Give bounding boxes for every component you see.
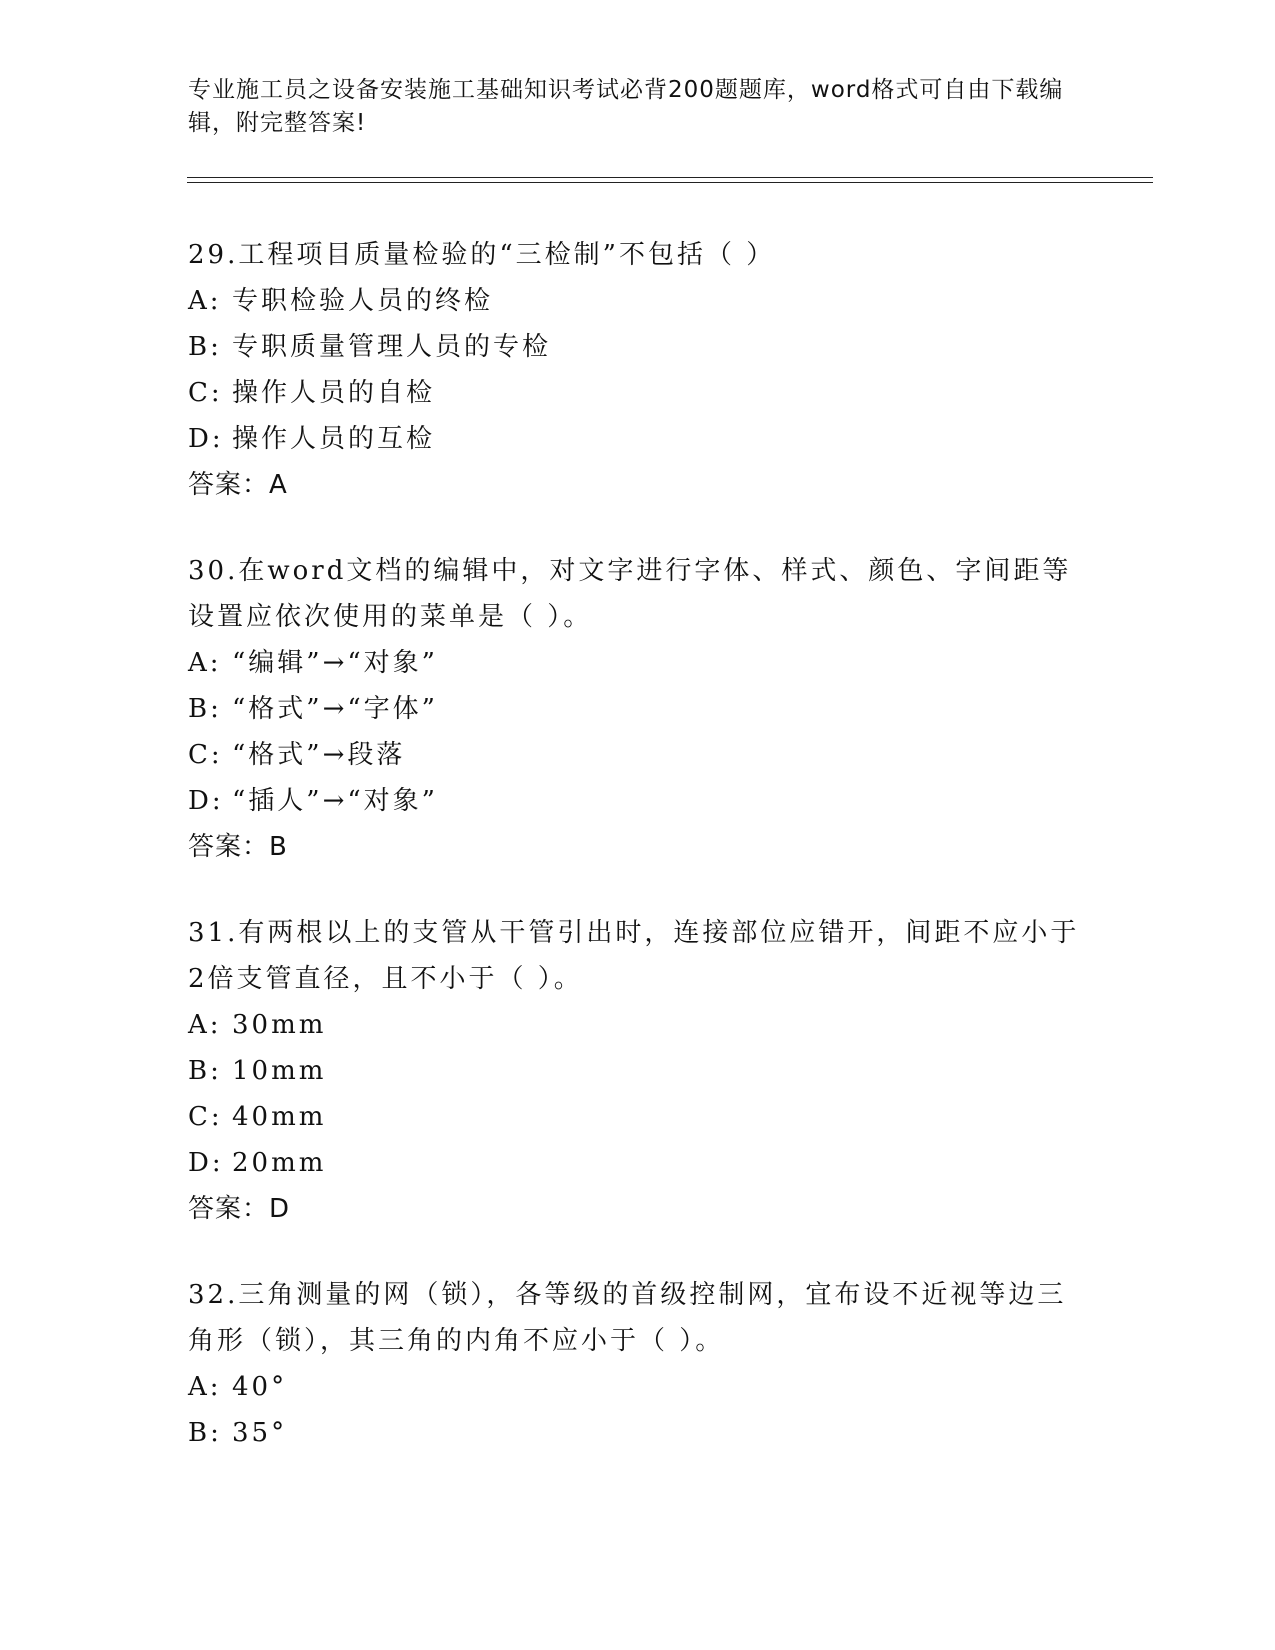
answer-line (188, 462, 1088, 508)
answer-value: D (269, 1194, 291, 1224)
option-text: “格式”→段落 (232, 740, 406, 770)
option-key: A: (188, 1372, 222, 1402)
answer-label: 答案： (188, 832, 270, 862)
option-text: 操作人员的自检 (232, 378, 436, 408)
answer-label: 答案： (188, 470, 270, 500)
option-text: 30mm (232, 1010, 327, 1040)
option-b (188, 1410, 1088, 1456)
question-stem (188, 232, 1088, 278)
answer-line (188, 824, 1088, 870)
question-number: 32. (188, 1280, 239, 1310)
option-text: 10mm (232, 1056, 327, 1086)
header-divider-bottom (187, 182, 1153, 183)
option-key: B: (188, 332, 222, 362)
option-text: “格式”→“字体” (232, 694, 438, 724)
option-text: 35° (232, 1418, 288, 1448)
option-text: 专职质量管理人员的专检 (232, 332, 552, 362)
question-stem (188, 548, 1088, 640)
question-number: 30. (188, 556, 239, 586)
document-title: 专业施工员之设备安装施工基础知识考试必背200题题库，word格式可自由下载编辑，附完整答案! (188, 77, 1064, 136)
question-32 (188, 1272, 1088, 1456)
question-text: 三角测量的网（锁），各等级的首级控制网，宜布设不近视等边三角形（锁），其三角的内角不应小于（ ）。 (188, 1280, 1067, 1356)
question-stem (188, 1272, 1088, 1364)
option-b (188, 686, 1088, 732)
document-header (188, 74, 1088, 140)
option-text: 专职检验人员的终检 (232, 286, 494, 316)
header-divider-top (187, 177, 1153, 178)
option-a (188, 1364, 1088, 1410)
option-key: C: (188, 378, 223, 408)
option-key: A: (188, 648, 222, 678)
option-key: C: (188, 1102, 223, 1132)
option-text: 20mm (232, 1148, 327, 1178)
answer-value: A (269, 470, 288, 500)
option-text: “编辑”→“对象” (232, 648, 438, 678)
option-c (188, 1094, 1088, 1140)
option-text: 操作人员的互检 (232, 424, 436, 454)
option-a (188, 640, 1088, 686)
option-key: A: (188, 286, 222, 316)
option-c (188, 732, 1088, 778)
option-b (188, 324, 1088, 370)
question-29 (188, 232, 1088, 508)
option-key: D: (188, 1148, 224, 1178)
option-key: B: (188, 1418, 222, 1448)
option-key: B: (188, 694, 222, 724)
question-number: 29. (188, 240, 239, 270)
question-text: 有两根以上的支管从干管引出时，连接部位应错开，间距不应小于2倍支管直径，且不小于（ ）。 (188, 918, 1080, 994)
option-key: D: (188, 424, 224, 454)
answer-value: B (269, 832, 288, 862)
option-key: B: (188, 1056, 222, 1086)
question-text: 在word文档的编辑中，对文字进行字体、样式、颜色、字间距等设置应依次使用的菜单是（ ）。 (188, 556, 1072, 632)
option-text: “插人”→“对象” (232, 786, 438, 816)
question-number: 31. (188, 918, 239, 948)
answer-label: 答案： (188, 1194, 270, 1224)
question-text: 工程项目质量检验的“三检制”不包括（ ） (238, 240, 776, 270)
answer-line (188, 1186, 1088, 1232)
option-key: C: (188, 740, 223, 770)
option-key: D: (188, 786, 224, 816)
option-text: 40° (232, 1372, 288, 1402)
option-b (188, 1048, 1088, 1094)
option-a (188, 1002, 1088, 1048)
option-c (188, 370, 1088, 416)
option-key: A: (188, 1010, 222, 1040)
option-a (188, 278, 1088, 324)
question-31 (188, 910, 1088, 1232)
option-d (188, 778, 1088, 824)
option-d (188, 1140, 1088, 1186)
option-d (188, 416, 1088, 462)
option-text: 40mm (232, 1102, 327, 1132)
question-list (188, 232, 1088, 1496)
question-30 (188, 548, 1088, 870)
question-stem (188, 910, 1088, 1002)
